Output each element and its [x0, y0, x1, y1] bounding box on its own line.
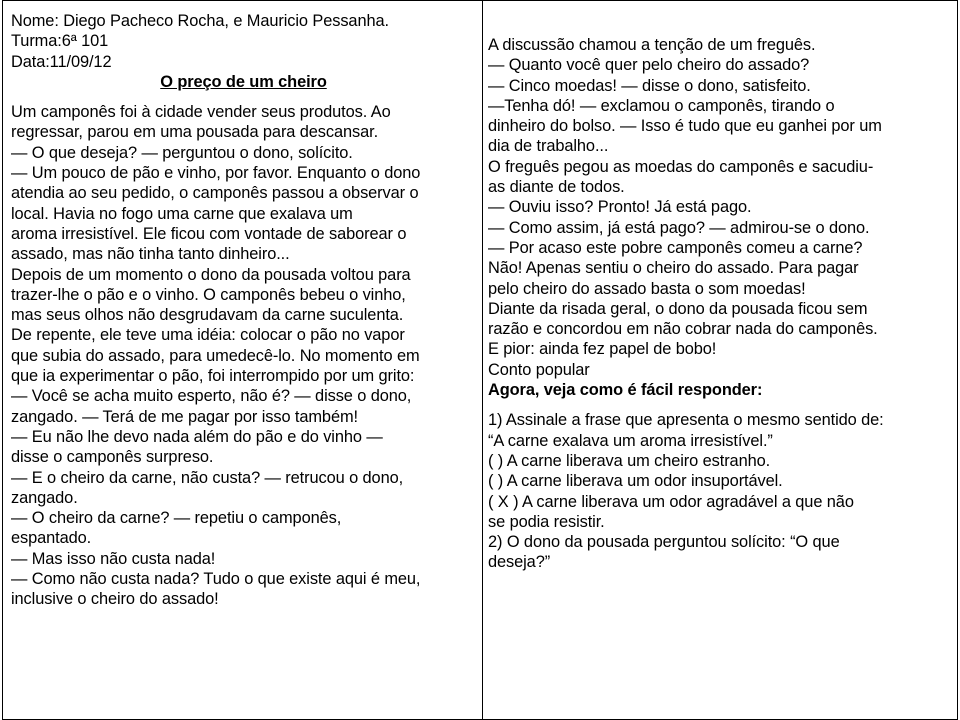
story-line: que ia experimentar o pão, foi interrompido por um grito: [11, 367, 415, 386]
story-line: — Quanto você quer pelo cheiro do assado? [488, 56, 810, 75]
story-line: — Cinco moedas! — disse o dono, satisfeito. [488, 76, 811, 95]
question-2 [488, 532, 884, 573]
story-line: trazer-lhe o pão e o vinho. O camponês bebeu o vinho, [11, 285, 406, 304]
story-line: dinheiro do bolso. — Isso é tudo que eu ganhei por um [488, 117, 882, 136]
story-line: aroma irresistível. Ele ficou com vontade de saborear o [11, 224, 407, 243]
story-line: assado, mas não tinha tanto dinheiro... [11, 245, 290, 264]
story-title [11, 72, 478, 92]
story-line: — Você se acha muito esperto, não é? — disse o dono, [11, 387, 412, 406]
story-line: A discussão chamou a tenção de um freguês. [488, 36, 816, 54]
story-line: espantado. [11, 529, 92, 548]
question-1-options [488, 451, 884, 532]
left-story-text [11, 102, 478, 609]
story-line: — Como assim, já está pago? — admirou-se o dono. [488, 218, 870, 237]
story-line: que subia do assado, para umedecê-lo. No momento em [11, 346, 420, 365]
date-label: Data:11/09/12 [11, 52, 112, 71]
story-line: disse o camponês surpreso. [11, 448, 214, 467]
answer-option: ( ) A carne liberava um odor insuportável. [488, 472, 783, 491]
question-line: “A carne exalava um aroma irresistível.” [488, 431, 773, 450]
right-column [482, 0, 958, 720]
story-line: as diante de todos. [488, 178, 625, 197]
story-line: dia de trabalho... [488, 137, 609, 156]
story-line: — O cheiro da carne? — repetiu o camponês, [11, 509, 342, 528]
story-line: — E o cheiro da carne, não custa? — retrucou o dono, [11, 468, 404, 487]
question-line: 1) Assinale a frase que apresenta o mesmo sentido de: [488, 411, 884, 430]
answer-option: ( ) A carne liberava um cheiro estranho. [488, 451, 771, 470]
exercise-heading: Agora, veja como é fácil responder: [488, 381, 763, 400]
story-line: Depois de um momento o dono da pousada voltou para [11, 265, 411, 284]
story-line: — Eu não lhe devo nada além do pão e do vinho — [11, 427, 383, 446]
story-line: regressar, parou em uma pousada para descansar. [11, 123, 379, 142]
story-line: razão e concordou em não cobrar nada do camponês. [488, 320, 878, 339]
story-line: — Mas isso não custa nada! [11, 549, 216, 568]
right-text-block [488, 35, 884, 573]
answer-option: se podia resistir. [488, 512, 605, 531]
answer-option: ( X ) A carne liberava um odor agradável a que não [488, 492, 854, 511]
class-label: Turma:6ª 101 [11, 32, 109, 51]
left-column [2, 0, 483, 720]
story-line: — Ouviu isso? Pronto! Já está pago. [488, 198, 752, 217]
story-line: mas seus olhos não desgrudavam da carne suculenta. [11, 306, 404, 325]
story-line: atendia ao seu pedido, o camponês passou a observar o [11, 184, 419, 203]
story-line: inclusive o cheiro do assado! [11, 590, 219, 609]
story-line: O freguês pegou as moedas do camponês e sacudiu- [488, 157, 874, 176]
question-line: 2) O dono da pousada perguntou solícito: “O que [488, 533, 840, 552]
story-line: Não! Apenas sentiu o cheiro do assado. Para pagar [488, 259, 859, 278]
story-line: — Por acaso este pobre camponês comeu a carne? [488, 238, 863, 257]
story-line: — Um pouco de pão e vinho, por favor. Enquanto o dono [11, 164, 421, 183]
question-line: deseja?” [488, 553, 551, 572]
story-line: E pior: ainda fez papel de bobo! [488, 340, 717, 359]
story-line: — Como não custa nada? Tudo o que existe aqui é meu, [11, 570, 421, 589]
spacer [488, 400, 884, 410]
story-title-text: O preço de um cheiro [160, 72, 327, 91]
story-line: zangado. — Terá de me pagar por isso também! [11, 407, 358, 426]
question-1 [488, 410, 884, 451]
story-line: — O que deseja? — perguntou o dono, solícito. [11, 143, 353, 162]
story-line: zangado. [11, 488, 78, 507]
story-line: local. Havia no fogo uma carne que exalava um [11, 204, 353, 223]
story-line: —Tenha dó! — exclamou o camponês, tirando o [488, 96, 835, 115]
spacer [11, 92, 478, 102]
story-line: De repente, ele teve uma idéia: colocar o pão no vapor [11, 326, 405, 345]
right-story-text [488, 35, 884, 380]
story-line: Conto popular [488, 360, 590, 379]
story-line: Diante da risada geral, o dono da pousada ficou sem [488, 299, 868, 318]
left-text-block [11, 11, 478, 610]
story-line: pelo cheiro do assado basta o som moedas! [488, 279, 806, 298]
student-names: Nome: Diego Pacheco Rocha, e Mauricio Pessanha. [11, 12, 389, 30]
story-line: Um camponês foi à cidade vender seus produtos. Ao [11, 103, 391, 122]
